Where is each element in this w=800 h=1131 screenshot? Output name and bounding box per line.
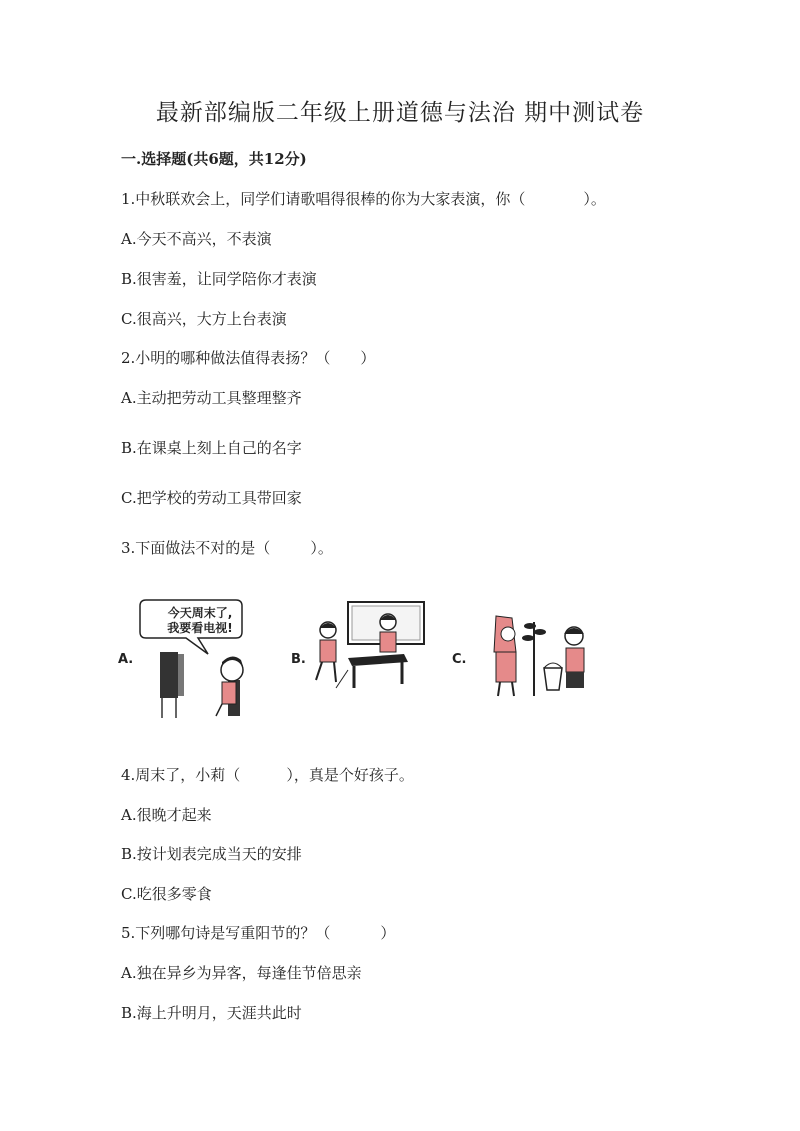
question-3-stem: 3.下面做法不对的是（ ）。 — [121, 539, 333, 557]
question-2-stem: 2.小明的哪种做法值得表扬？（ ） — [121, 349, 376, 367]
question-1-option-a: A.今天不高兴，不表演 — [121, 230, 272, 248]
question-2-option-a: A.主动把劳动工具整理整齐 — [121, 389, 302, 407]
picture-option-a-label: A. — [118, 652, 134, 667]
question-4-option-a: A.很晚才起来 — [121, 806, 212, 824]
desk-cleaning-illustration — [308, 600, 428, 700]
question-2-option-c: C.把学校的劳动工具带回家 — [121, 489, 302, 507]
question-5-stem: 5.下列哪句诗是写重阳节的？（ ） — [121, 924, 396, 942]
question-5-option-b: B.海上升明月，天涯共此时 — [121, 1004, 302, 1022]
section-title: 一.选择题(共6题，共12分) — [121, 150, 307, 168]
question-4-option-c: C.吃很多零食 — [121, 885, 212, 903]
picture-option-b-label: B. — [291, 652, 306, 667]
question-4-stem: 4.周末了，小莉（ ），真是个好孩子。 — [121, 766, 414, 784]
question-4-option-b: B.按计划表完成当天的安排 — [121, 845, 302, 863]
question-5-option-a: A.独在异乡为异客，每逢佳节倍思亲 — [121, 964, 362, 982]
question-1-option-c: C.很高兴，大方上台表演 — [121, 310, 287, 328]
question-1-stem: 1.中秋联欢会上，同学们请歌唱得很棒的你为大家表演，你（ ）。 — [121, 190, 606, 208]
question-2-option-b: B.在课桌上刻上自己的名字 — [121, 439, 302, 457]
picture-option-c-label: C. — [452, 652, 467, 667]
page-title: 最新部编版二年级上册道德与法治 期中测试卷 — [155, 100, 645, 126]
tv-bubble-text: 今天周末了, 我要看电视! — [167, 606, 233, 635]
tree-planting-illustration — [486, 612, 616, 708]
question-1-option-b: B.很害羞，让同学陪你才表演 — [121, 270, 317, 288]
question-3-pictures — [118, 596, 618, 726]
